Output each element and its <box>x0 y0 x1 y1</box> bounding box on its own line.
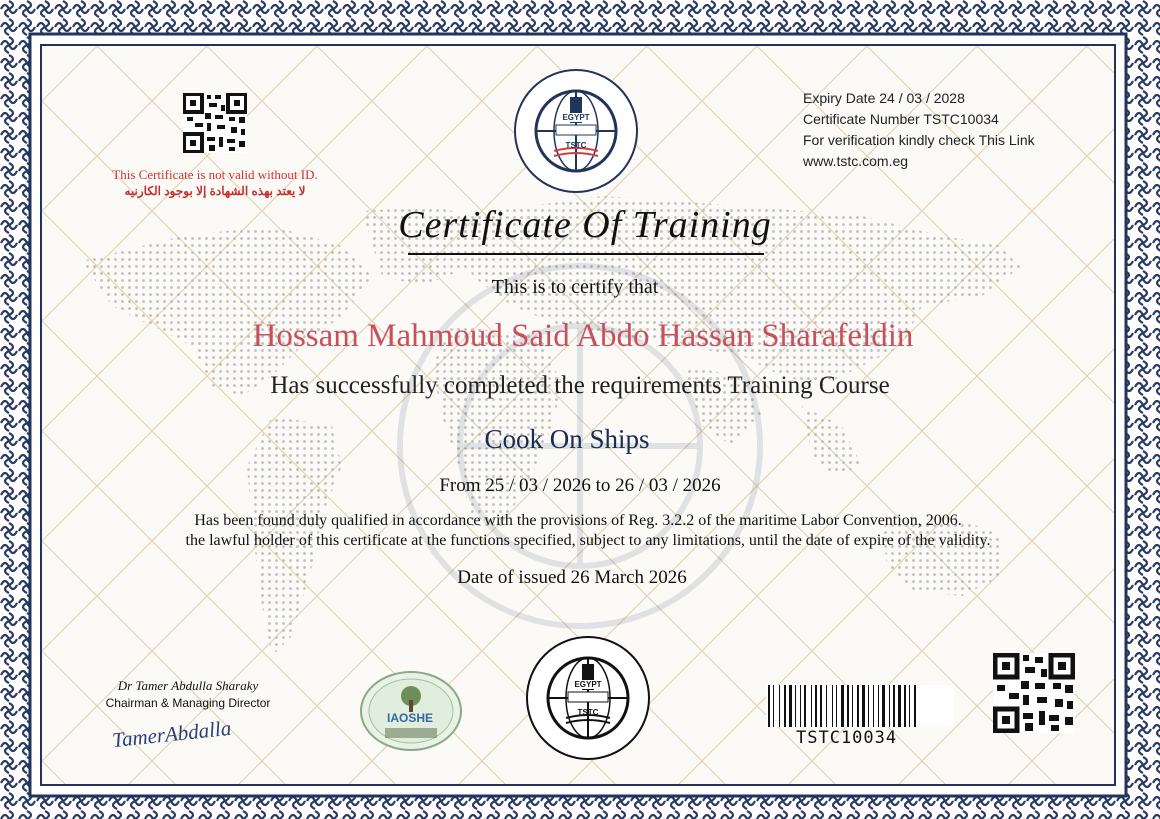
completed-line: Has successfully completed the requirements Training Course <box>270 372 890 399</box>
barcode-bar <box>779 685 780 727</box>
course-name: Cook On Ships <box>484 424 650 454</box>
validity-notice-english: This Certificate is not valid without ID. <box>112 167 318 182</box>
certificate-title: Certificate Of Training <box>398 204 772 246</box>
qualification-line-2: the lawful holder of this certificate at the functions specified, subject to any limitations, until the date of expire of the validity. <box>185 532 991 549</box>
barcode-bar <box>800 685 801 727</box>
company-logo-top <box>512 67 640 195</box>
qualification-line-1: Has been found duly qualified in accordance with the provisions of Reg. 3.2.2 of the maritime Labor Convention, 2006. <box>194 512 962 529</box>
barcode-bar <box>882 685 885 727</box>
qr-code-icon <box>183 93 247 153</box>
barcode-bar <box>820 685 822 727</box>
logo-country-bottom: EGYPT <box>574 680 602 689</box>
barcode-bar <box>815 685 817 727</box>
logo-country-top: EGYPT <box>562 113 590 122</box>
barcode-icon <box>766 685 954 727</box>
holder-name: Hossam Mahmoud Said Abdo Hassan Sharafeldin <box>252 318 914 354</box>
barcode-bar <box>904 685 906 727</box>
logo-abbr-top: TSTC <box>565 141 587 150</box>
barcode-bar <box>784 685 786 727</box>
verification-note: For verification kindly check This Link <box>803 132 1035 148</box>
barcode-bar <box>878 685 879 727</box>
barcode-bar <box>909 685 910 727</box>
barcode-bar <box>852 685 853 727</box>
barcode-text: TSTC10034 <box>796 728 898 748</box>
expiry-date: Expiry Date 24 / 03 / 2028 <box>803 90 965 106</box>
barcode-bar <box>862 685 865 727</box>
barcode-bar <box>795 685 796 727</box>
qr-code-bottom-icon <box>993 653 1075 733</box>
barcode-bar <box>889 685 890 727</box>
barcode-bar <box>893 685 895 727</box>
barcode-bar <box>857 685 859 727</box>
barcode-bar <box>914 685 916 727</box>
barcode-bar <box>898 685 901 727</box>
barcode-bar <box>836 685 837 727</box>
title-underline <box>408 253 764 255</box>
barcode-bar <box>804 685 806 727</box>
logo-abbr-bottom: TSTC <box>577 708 599 717</box>
issue-date: Date of issued 26 March 2026 <box>457 567 687 588</box>
barcode-bar <box>832 685 833 727</box>
barcode-bar <box>773 685 774 727</box>
signatory-role: Chairman & Managing Director <box>105 696 271 710</box>
course-period: From 25 / 03 / 2026 to 26 / 03 / 2026 <box>439 475 721 496</box>
barcode-bar <box>789 685 792 727</box>
barcode-bar <box>873 685 874 727</box>
iaoshe-label: IAOSHE <box>386 711 434 725</box>
company-logo-bottom <box>524 634 652 762</box>
validity-notice-arabic: لا يعتد بهذه الشهادة إلا بوجود الكارنيه <box>124 184 306 198</box>
website-link[interactable]: www.tstc.com.eg <box>803 153 909 169</box>
barcode-bar <box>811 685 812 727</box>
info-block <box>803 88 1035 172</box>
barcode-bar <box>847 685 849 727</box>
barcode-bar <box>768 685 770 727</box>
signature: TamerAbdalla <box>111 715 233 753</box>
certify-line: This is to certify that <box>491 276 659 298</box>
barcode-bar <box>868 685 869 727</box>
certificate-number: Certificate Number TSTC10034 <box>803 111 999 127</box>
barcode-bar <box>826 685 827 727</box>
signatory-name: Dr Tamer Abdulla Sharaky <box>117 678 259 693</box>
barcode-bar <box>841 685 844 727</box>
